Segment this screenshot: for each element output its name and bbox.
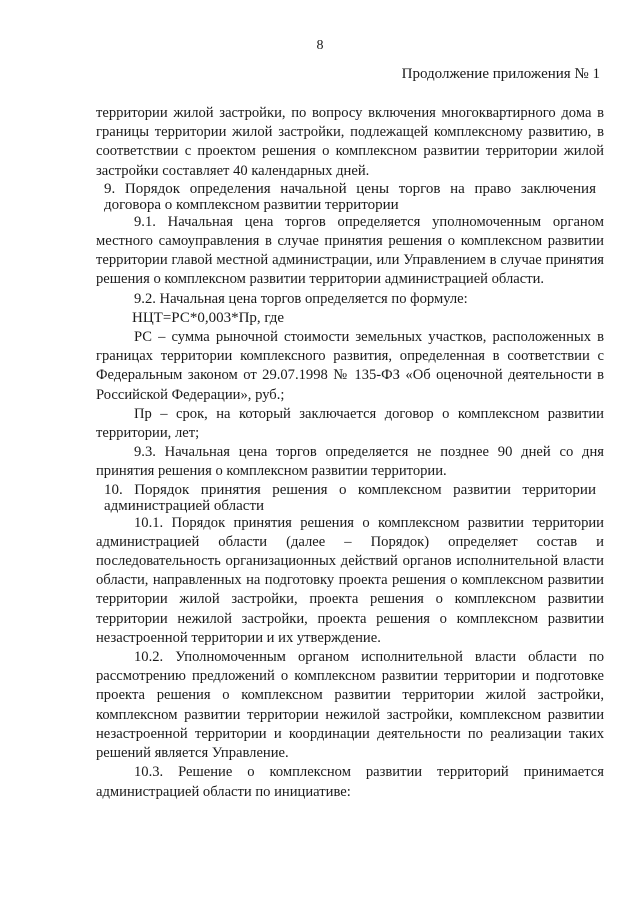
definition-pr: Пр – срок, на который заключается договор о комплексном развитии территории, лет; <box>96 405 604 442</box>
price-formula-text: НЦТ=РС*0,003*Пр, где <box>132 309 285 326</box>
definition-rs: РС – сумма рыночной стоимости земельных участков, расположенных в границах территории комплексного развития, определенная в соответствии с Федеральным законом от 29.07.1998 № 135-ФЗ «Об оценочной деятельности в Российской Федерации», руб.; <box>96 329 604 403</box>
page-number: 8 <box>316 38 324 53</box>
section-10-1-paragraph: 10.1. Порядок принятия решения о комплексном развитии территории администрацией области (далее – Порядок) определяет состав и последовательность организационных действий органов исполнительной власти области, направленных на подготовку проекта решения о комплексном развитии территории жилой застройки, проекта решения о комплексном развитии территории нежилой застройки, проекта решения о комплексном развитии незастроенной территории и их утверждение. <box>96 514 604 646</box>
intro-paragraph: территории жилой застройки, по вопросу включения многоквартирного дома в границы территории жилой застройки, подлежащей комплексному развитию, в соответствии с проектом решения о комплексном развитии территории жилой застройки составляет 40 календарных дней. <box>96 105 604 179</box>
section-9-heading: 9. Порядок определения начальной цены торгов на право заключения договора о комплексном развитии территории <box>104 180 596 213</box>
appendix-continuation-note: Продолжение приложения № 1 <box>401 66 600 82</box>
section-9-1-paragraph: 9.1. Начальная цена торгов определяется уполномоченным органом местного самоуправления в случае принятия решения о комплексном развитии территории главой местной администрации, или Управлением в случае принятия решения о комплексном развитии территории администрацией области. <box>96 213 604 288</box>
section-9-3-paragraph: 9.3. Начальная цена торгов определяется не позднее 90 дней со дня принятия решения о комплексном развитии территории. <box>96 444 604 480</box>
section-10-2-paragraph: 10.2. Уполномоченным органом исполнительной власти области по рассмотрению предложений о комплексном развитии территории и подготовке проекта решения о комплексном развитии территории жилой застройки, комплексном развитии территории нежилой застройки, комплексном развитии незастроенной территории и координации деятельности по реализации таких решений является Управление. <box>96 649 604 762</box>
section-10-heading: 10. Порядок принятия решения о комплексном развитии территории администрацией области <box>104 481 596 514</box>
document-body <box>96 104 604 802</box>
section-9-2-paragraph: 9.2. Начальная цена торгов определяется по формуле: <box>134 290 468 307</box>
section-10-3-paragraph: 10.3. Решение о комплексном развитии территорий принимается администрацией области по инициативе: <box>96 764 604 800</box>
price-formula <box>96 309 604 328</box>
